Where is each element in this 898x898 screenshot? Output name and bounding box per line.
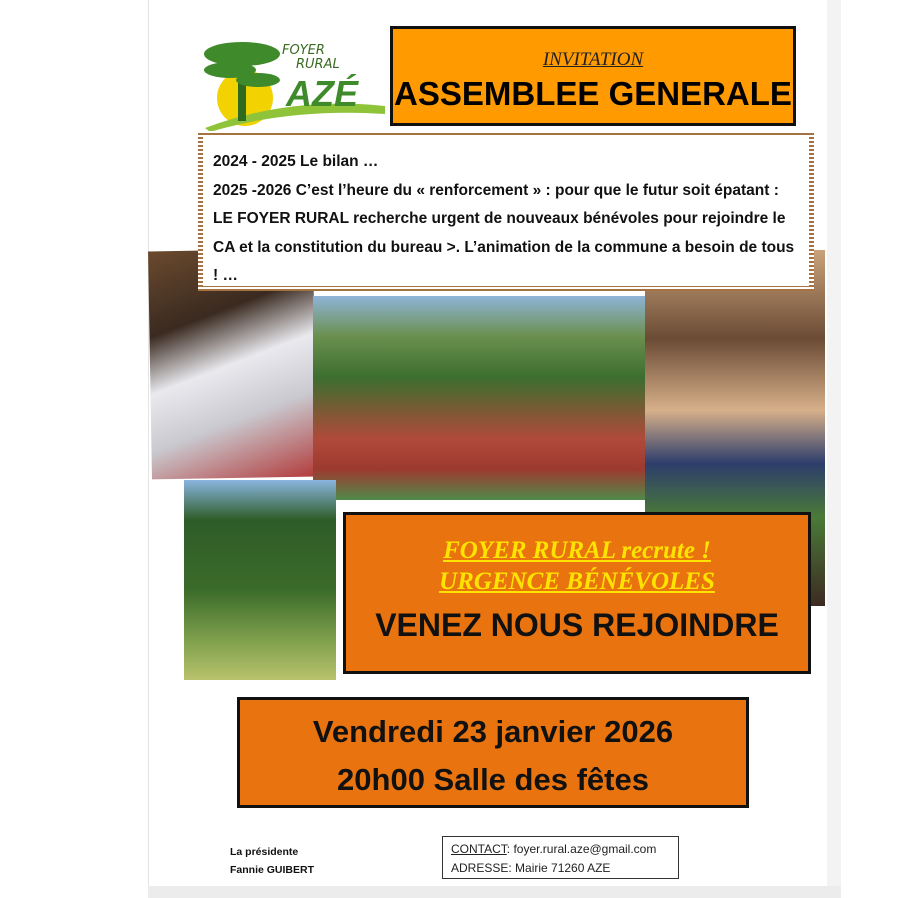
contact-address: ADRESSE: Mairie 71260 AZE <box>451 861 611 875</box>
contact-label: CONTACT <box>451 842 507 856</box>
foyer-rural-aze-logo <box>200 36 390 132</box>
contact-box <box>442 836 679 879</box>
photo-outdoor-garden <box>184 480 336 680</box>
intro-paragraph: 2025 -2026 C’est l’heure du « renforcement » : pour que le futur soit épatant : LE FOYER RURAL recherche urgent de nouveaux bénévoles pour rejoindre le CA et la constitution du bureau >. L’animation de la commune a besoin de tous ! … <box>213 181 795 284</box>
title-banner <box>390 26 796 126</box>
recruit-banner <box>343 512 811 674</box>
scrollbar-track[interactable] <box>827 0 841 898</box>
recruit-line3: VENEZ NOUS REJOINDRE <box>375 607 779 643</box>
photo-tennis-group <box>313 296 655 500</box>
page-title: ASSEMBLEE GENERALE <box>394 75 792 112</box>
recruit-line1: FOYER RURAL recrute ! <box>443 537 711 564</box>
signature-name: Fannie GUIBERT <box>230 864 315 876</box>
svg-text:RURAL: RURAL <box>296 57 340 72</box>
event-box <box>237 697 749 808</box>
svg-text:FOYER: FOYER <box>282 43 325 58</box>
intro-line1: 2024 - 2025 Le bilan … <box>213 153 379 170</box>
svg-text:AZÉ: AZÉ <box>286 73 358 114</box>
intro-textbox <box>198 131 814 291</box>
contact-email[interactable]: : foyer.rural.aze@gmail.com <box>506 842 657 856</box>
signature-role: La présidente <box>230 846 299 858</box>
event-date: Vendredi 23 janvier 2026 <box>312 714 674 749</box>
bottom-bar <box>148 886 841 898</box>
event-time-place: 20h00 Salle des fêtes <box>337 762 649 797</box>
invitation-label: INVITATION <box>542 49 644 70</box>
signature <box>230 843 314 879</box>
recruit-line2: URGENCE BÉNÉVOLES <box>439 568 715 595</box>
